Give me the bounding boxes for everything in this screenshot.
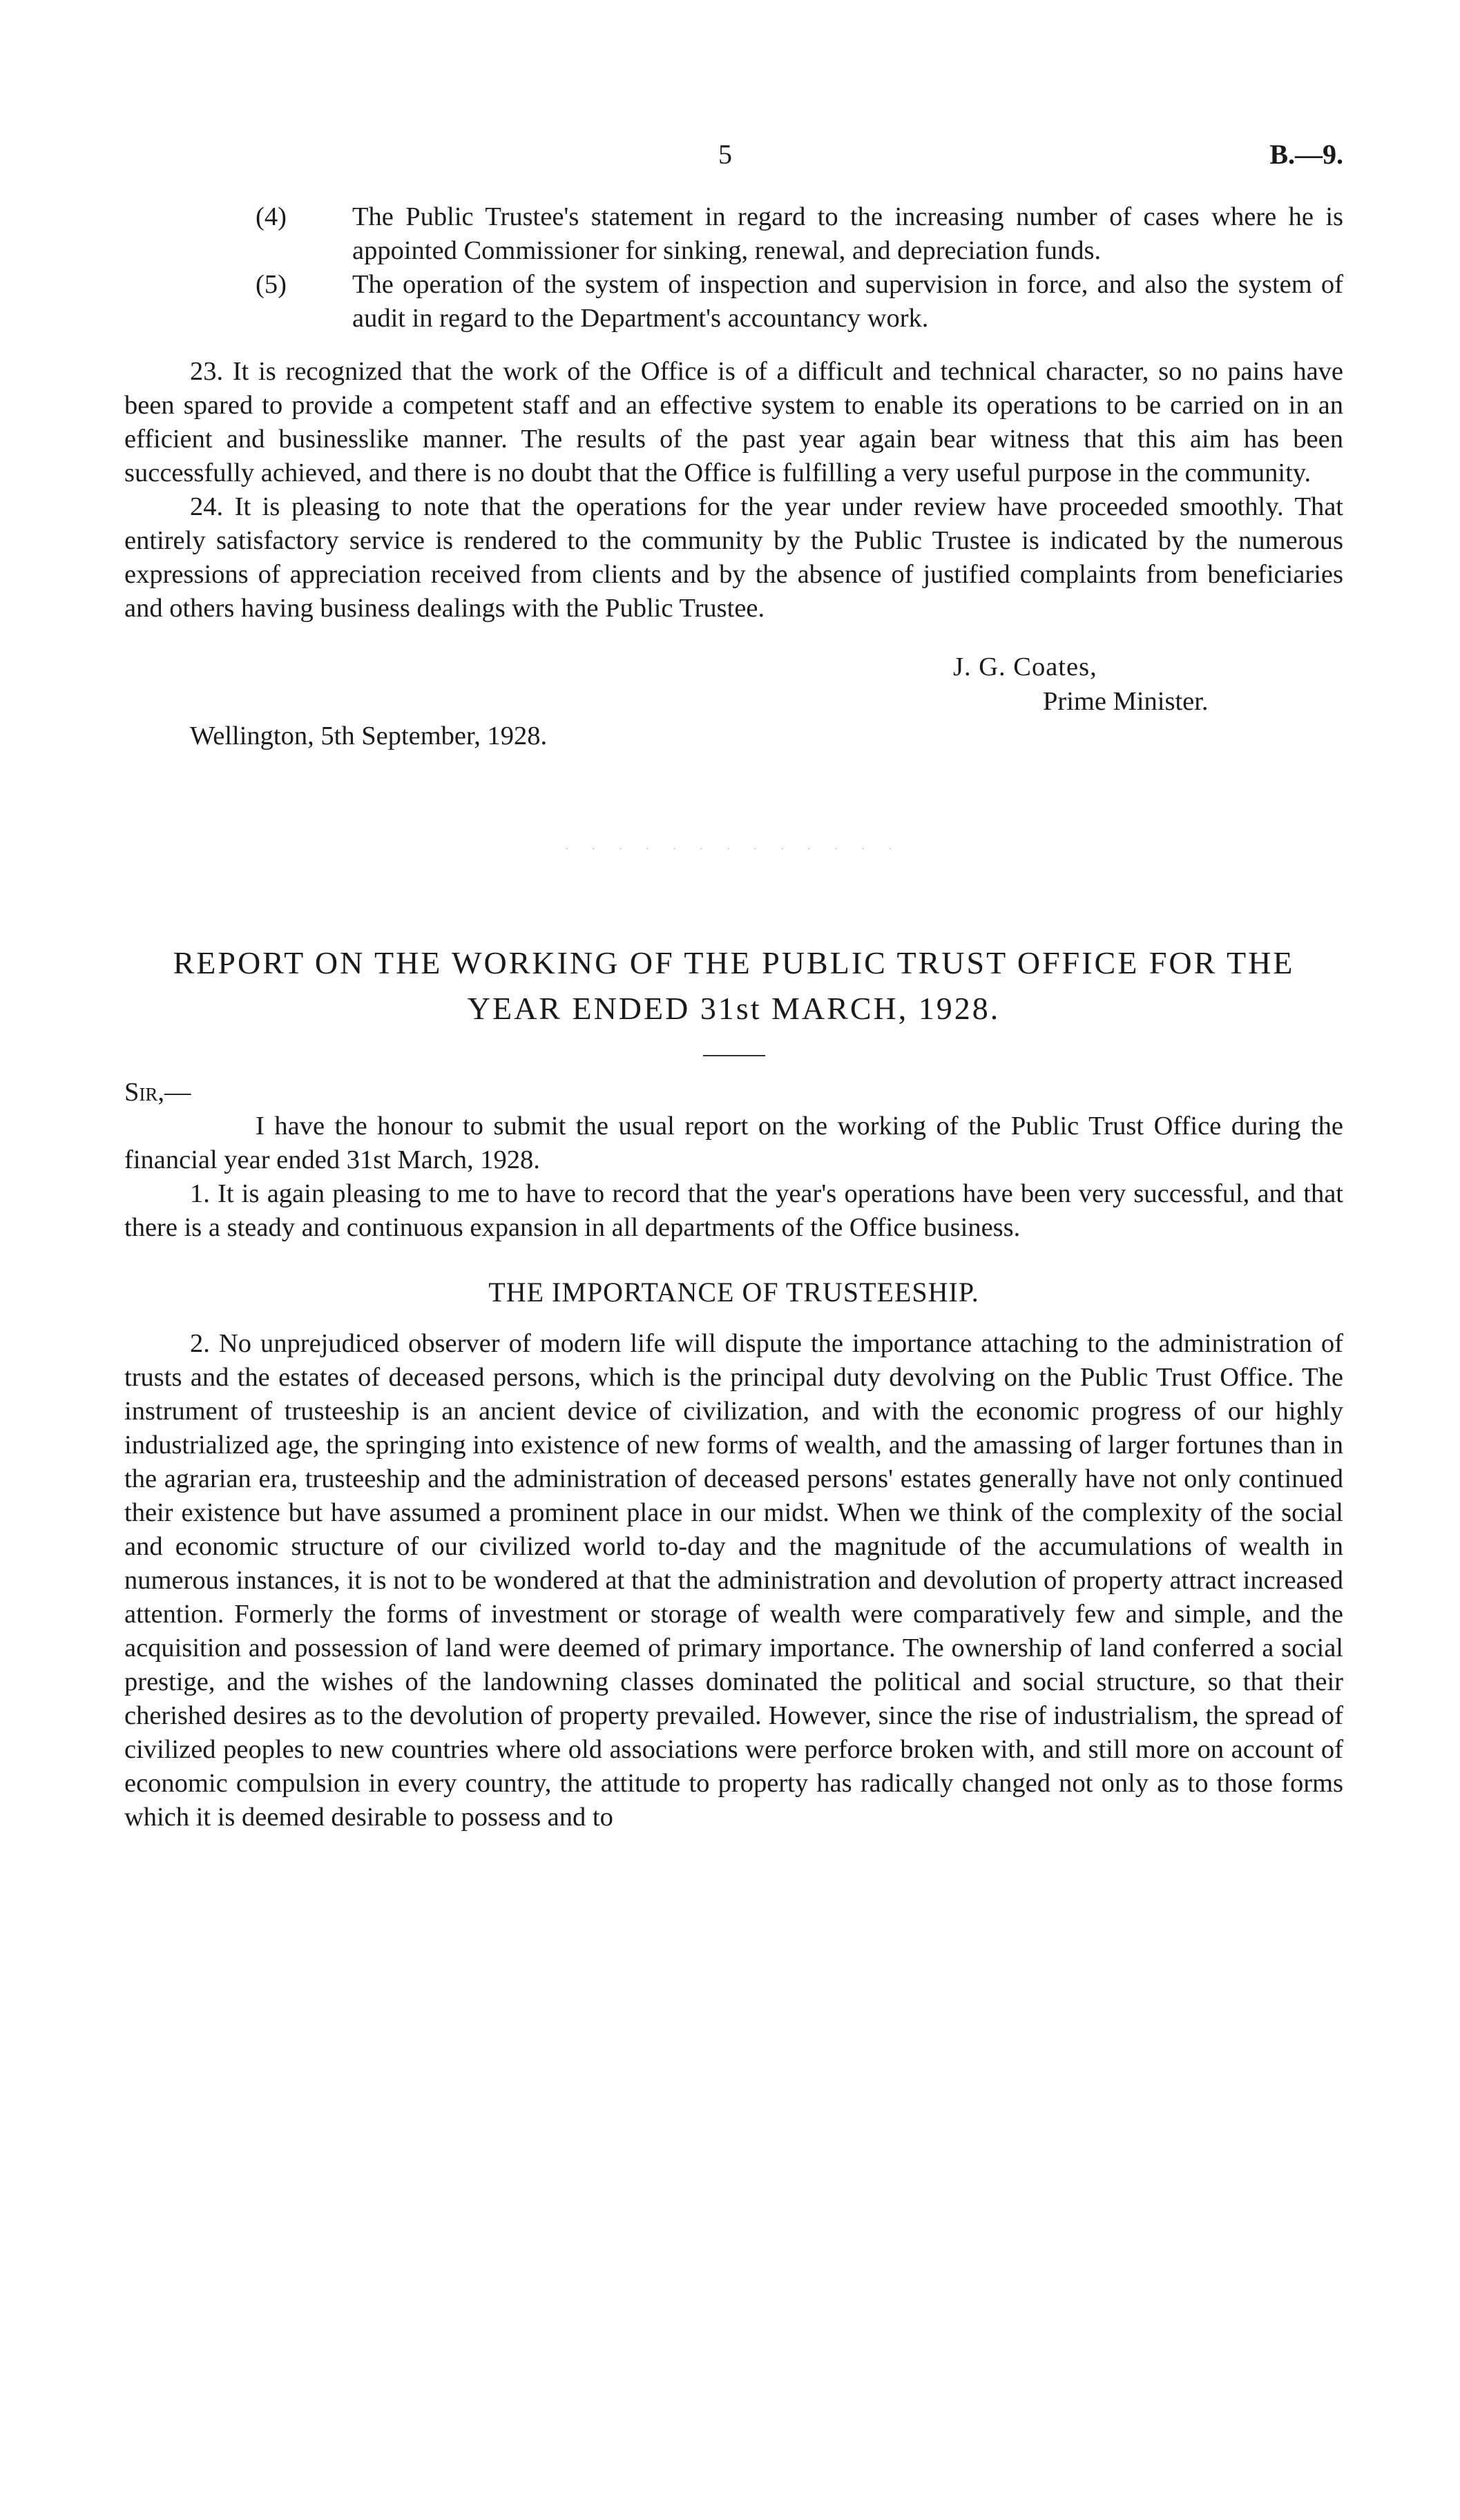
signatory-title: Prime Minister. [1043,687,1209,716]
list-item [124,268,1343,336]
report-title [124,940,1343,1031]
paragraph-2: 2. No unprejudiced observer of modern life will dispute the importance attaching to the administration of trusts and the estates of deceased persons, which is the principal duty devolving on the Public Trust Office. The instrument of trusteeship is an ancient device of civilization, and with the economic progress of our highly industrialized age, the springing into existence of new forms of wealth, and the amassing of larger fortunes than in the agrarian era, trusteeship and the administration of deceased persons' estates generally have not only continued their existence but have assumed a prominent place in our midst. When we think of the complexity of the social and economic structure of our civilized world to-day and the magnitude of the accumulations of wealth in numerous instances, it is not to be wondered at that the administration and devolution of property attract increased attention. Formerly the forms of investment or storage of wealth were comparatively few and simple, and the acquisition and possession of land were deemed of primary importance. The ownership of land conferred a social prestige, and the wishes of the landowning classes dominated the political and social structure, so that their cherished desires as to the devolution of property prevailed. However, since the rise of industrialism, the spread of civilized peoples to new countries where old associations were perforce broken with, and still more on account of economic compulsion in every country, the attitude to property has radically changed not only as to those forms which it is deemed desirable to possess and to [124,1329,1343,1832]
signatory-name: J. G. Coates, [953,652,1097,681]
list-item [124,200,1343,268]
salutation: Sir,— [124,1078,191,1107]
list-item-text: The operation of the system of inspection and supervision in force, and also the system of audit in regard to the Department's accountancy work. [352,270,1343,333]
paragraph-24: 24. It is pleasing to note that the operations for the year under review have proceeded smoothly. That entirely satisfactory service is rendered to the community by the Public Trustee is indicated by the numerous expressions of appreciation received from clients and by the absence of justified complaints from beneficiaries and others having business dealings with the Public Trustee. [124,492,1343,623]
section-separator: . . . . . . . . . . . . . [565,842,903,852]
report-title-line-1: REPORT ON THE WORKING OF THE PUBLIC TRUST OFFICE FOR THE [173,945,1295,980]
list-item-text: The Public Trustee's statement in regard to the increasing number of cases where he is appointed Commissioner for sinking, renewal, and depreciation funds. [352,202,1343,265]
section-heading: THE IMPORTANCE OF TRUSTEESHIP. [488,1277,979,1308]
list-item-number: (5) [256,270,287,299]
page-number: 5 [718,139,732,170]
paragraph-23: 23. It is recognized that the work of the Office is of a difficult and technical character, so no pains have been spared to provide a competent staff and an effective system to enable its operations to be carried on in an efficient and businesslike manner. The results of the past year again bear witness that this aim has been successfully achieved, and there is no doubt that the Office is fulfilling a very useful purpose in the community. [124,357,1343,487]
paragraph-1: 1. It is again pleasing to me to have to record that the year's operations have been very successful, and that there is a steady and continuous expansion in all departments of the Office business. [124,1179,1343,1242]
place-and-date: Wellington, 5th September, 1928. [190,721,548,750]
report-intro: I have the honour to submit the usual report on the working of the Public Trust Office during the financial year ended 31st March, 1928. [124,1112,1343,1174]
title-rule [703,1055,765,1056]
document-reference: B.—9. [1269,139,1343,170]
report-title-line-2: YEAR ENDED 31st MARCH, 1928. [467,991,1001,1026]
page-header [124,138,1343,180]
list-item-number: (4) [256,202,287,231]
document-body [124,200,1343,1834]
signature-block [124,650,1343,754]
